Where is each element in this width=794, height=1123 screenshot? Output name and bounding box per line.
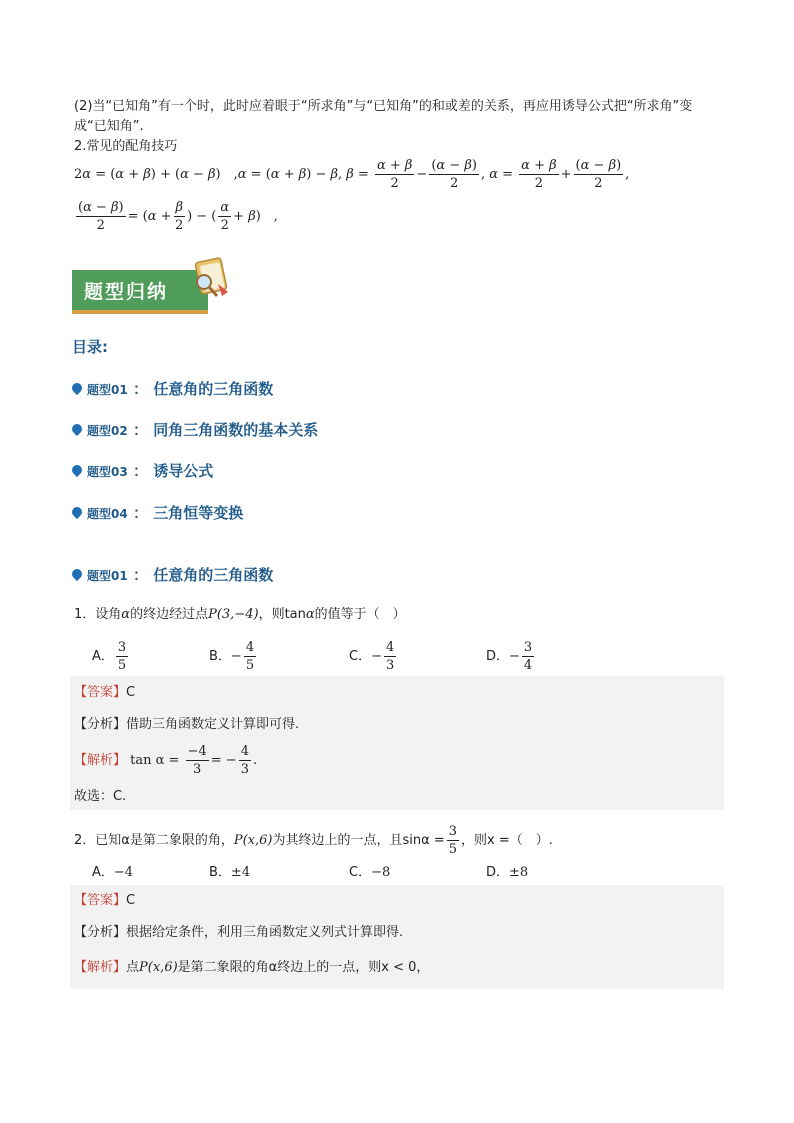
toc-item-4[interactable] bbox=[72, 502, 243, 523]
intro-line-1: (2)当“已知角”有一个时，此时应着眼于“所求角”与“已知角”的和或差的关系，再应用诱导公式把“所求角”变 bbox=[74, 99, 693, 114]
answer-value: C bbox=[126, 685, 136, 700]
location-pin-icon bbox=[70, 381, 84, 395]
answer-label: 【答案】 bbox=[74, 685, 127, 700]
toc-item-1[interactable] bbox=[72, 378, 273, 399]
option-label: C． bbox=[349, 649, 372, 664]
location-pin-icon bbox=[70, 505, 84, 519]
section-sep: ： bbox=[132, 566, 148, 584]
question-number: 1． bbox=[74, 607, 96, 622]
option-fraction: $\frac{3}{5}$ bbox=[117, 640, 127, 673]
solution-label: 【解析】 bbox=[74, 960, 127, 975]
option-sign: − bbox=[509, 649, 520, 664]
toc-sep: ： bbox=[132, 504, 148, 522]
section-2-heading: 2.常见的配角技巧 bbox=[74, 139, 178, 154]
option-sign: − bbox=[230, 649, 242, 664]
toc-tag: 题型01 bbox=[87, 383, 128, 397]
solution-text: 是第二象限的角α终边上的一点，则x < 0， bbox=[177, 960, 430, 975]
location-pin-icon bbox=[70, 422, 84, 436]
option-value: ±4 bbox=[230, 865, 251, 880]
option-sign: − bbox=[371, 649, 382, 664]
option-a[interactable] bbox=[92, 640, 130, 673]
solution-expr: = − bbox=[210, 753, 237, 768]
option-label: D． bbox=[486, 649, 510, 664]
toc-tag: 题型04 bbox=[87, 507, 128, 521]
option-label: B． bbox=[209, 649, 231, 664]
option-fraction: $\frac{3}{4}$ bbox=[523, 640, 533, 673]
location-pin-icon bbox=[70, 567, 84, 581]
toc-sep: ： bbox=[132, 380, 148, 398]
q-text: ，则tan bbox=[258, 607, 306, 622]
option-d[interactable] bbox=[486, 861, 528, 880]
formula-line-2: $\frac{(\alpha - \beta)}{2}$ = (α + $\frac{\beta}{2}$ ) − ( $\frac{\alpha}{2}$ + β) , bbox=[78, 200, 278, 233]
formula-line-1: 2α = (α + β) + (α − β) ,α = (α + β) − β, β = $\frac{\alpha + \beta}{2}$ − $\frac{(\alpha - \beta)}{2}$ , α = $\frac{\alpha + \beta}{2}$ + $\frac{(\alpha - \beta)}{2}$ , bbox=[74, 158, 630, 191]
option-label: A． bbox=[92, 649, 114, 664]
point: P(x,6) bbox=[139, 960, 178, 975]
point: P(3,−4) bbox=[208, 607, 259, 622]
section-tag: 题型01 bbox=[87, 569, 128, 583]
solution-text: 点 bbox=[126, 960, 140, 975]
q-fraction: $\frac{3}{5}$ bbox=[448, 824, 457, 857]
intro-line-2: 成“已知角”. bbox=[74, 119, 144, 134]
toc-item-3[interactable] bbox=[72, 460, 213, 481]
option-label: D． bbox=[486, 865, 510, 880]
question-number: 2． bbox=[74, 833, 96, 848]
conclusion-1: 故选：C. bbox=[74, 789, 127, 804]
q-text: 的值等于（ ） bbox=[314, 607, 406, 622]
solution-fraction: $\frac{4}{3}$ bbox=[240, 744, 249, 777]
solution-1 bbox=[74, 744, 257, 777]
point: P(x,6) bbox=[233, 833, 273, 848]
option-b[interactable] bbox=[209, 861, 250, 880]
option-label: A． bbox=[92, 865, 114, 880]
solution-expr: . bbox=[252, 753, 258, 768]
toc-title: 任意角的三角函数 bbox=[153, 380, 274, 398]
q-text: 已知α是第二象限的角， bbox=[95, 833, 234, 848]
toc-title: 同角三角函数的基本关系 bbox=[153, 421, 319, 439]
solution-2 bbox=[74, 959, 429, 977]
toc-item-2[interactable] bbox=[72, 419, 318, 440]
analysis-text: 借助三角函数定义计算即可得. bbox=[126, 717, 300, 732]
option-value: −4 bbox=[113, 865, 134, 880]
option-value: ±8 bbox=[509, 865, 529, 880]
analysis-text: 根据给定条件，利用三角函数定义列式计算即得. bbox=[126, 925, 404, 940]
toc-sep: ： bbox=[132, 421, 148, 439]
option-b[interactable] bbox=[209, 640, 258, 673]
solution-label: 【解析】 bbox=[74, 753, 127, 768]
location-pin-icon bbox=[70, 463, 84, 477]
answer-label: 【答案】 bbox=[74, 893, 127, 908]
section-heading bbox=[72, 564, 273, 585]
q-text: 设角 bbox=[95, 607, 122, 622]
toc-title: 三角恒等变换 bbox=[153, 504, 244, 522]
option-fraction: $\frac{4}{5}$ bbox=[245, 640, 255, 673]
question-1: 1．设角α的终边经过点P(3,−4)，则tanα的值等于（ ） bbox=[74, 607, 406, 622]
option-label: C． bbox=[349, 865, 372, 880]
book-magnifier-icon bbox=[190, 252, 234, 306]
answer-value: C bbox=[126, 893, 136, 908]
analysis-2 bbox=[74, 924, 403, 942]
analysis-label: 【分析】 bbox=[74, 717, 127, 732]
option-c[interactable] bbox=[349, 640, 398, 673]
answer-block-1 bbox=[70, 676, 724, 810]
toc-sep: ： bbox=[132, 462, 148, 480]
analysis-label: 【分析】 bbox=[74, 925, 127, 940]
option-label: B． bbox=[209, 865, 231, 880]
answer-2 bbox=[74, 892, 135, 910]
toc-tag: 题型03 bbox=[87, 465, 128, 479]
toc-title: 诱导公式 bbox=[153, 462, 214, 480]
banner-title: 题型归纳 bbox=[84, 281, 169, 303]
solution-expr: tan α = bbox=[130, 753, 180, 768]
option-d[interactable] bbox=[486, 640, 536, 673]
q-text: 的终边经过点 bbox=[130, 607, 209, 622]
toc-tag: 题型02 bbox=[87, 424, 128, 438]
option-a[interactable] bbox=[92, 861, 133, 880]
q-text: 为其终边上的一点，且sinα = bbox=[272, 833, 445, 848]
option-value: −8 bbox=[371, 865, 391, 880]
option-c[interactable] bbox=[349, 861, 390, 880]
solution-fraction: $\frac{-4}{3}$ bbox=[187, 744, 207, 777]
answer-1 bbox=[74, 684, 135, 702]
toc-heading: 目录: bbox=[72, 338, 108, 356]
question-2 bbox=[74, 824, 553, 857]
q-text: ，则x =（ ）. bbox=[461, 833, 553, 848]
option-fraction: $\frac{4}{3}$ bbox=[385, 640, 395, 673]
analysis-1 bbox=[74, 716, 299, 734]
section-title: 任意角的三角函数 bbox=[153, 566, 274, 584]
section-banner bbox=[72, 252, 232, 314]
